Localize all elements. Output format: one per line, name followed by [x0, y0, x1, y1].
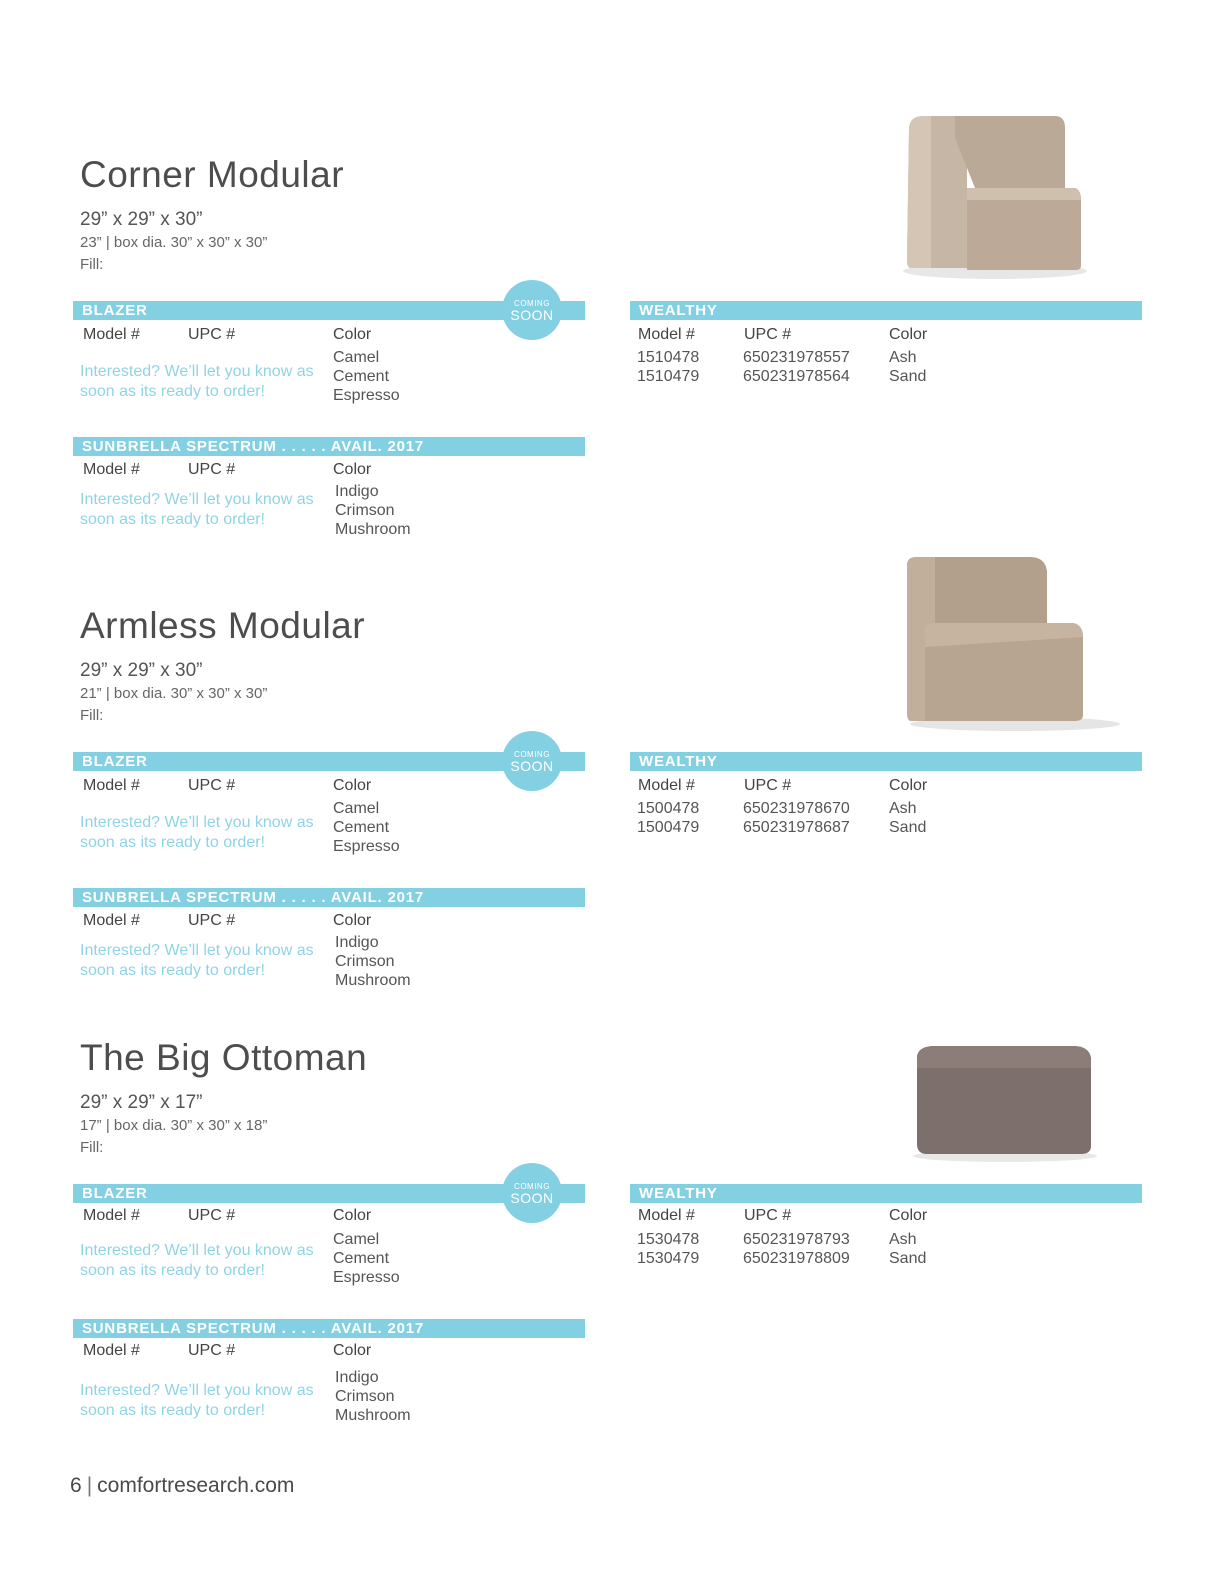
color-value: Crimson: [335, 1388, 395, 1405]
model-number: 1510479: [637, 368, 700, 385]
color-value: Ash: [889, 800, 917, 817]
armless-chair-image: [895, 551, 1125, 736]
color-value: Espresso: [333, 1269, 400, 1286]
product-fill: Fill:: [80, 256, 104, 273]
color-value: Crimson: [335, 502, 395, 519]
model-number: 1500479: [637, 819, 700, 836]
product-box-dimensions: 21” | box dia. 30” x 30” x 30”: [80, 685, 268, 702]
col-color-header: Color: [333, 1342, 372, 1359]
col-upc-header: UPC #: [188, 912, 236, 929]
product-title: The Big Ottoman: [80, 1037, 368, 1078]
page-number: 6: [70, 1474, 82, 1497]
color-value: Mushroom: [335, 1407, 411, 1424]
product-title: Corner Modular: [80, 154, 345, 195]
upc-number: 650231978809: [743, 1250, 850, 1267]
color-value: Sand: [889, 819, 927, 836]
badge-top-text: COMING: [514, 750, 550, 759]
model-number: 1530478: [637, 1231, 700, 1248]
blazer-header: BLAZER: [73, 1184, 585, 1203]
sunbrella-spectrum-header: SUNBRELLA SPECTRUM . . . . . AVAIL. 2017: [73, 888, 585, 907]
product-box-dimensions: 23” | box dia. 30” x 30” x 30”: [80, 234, 268, 251]
color-value: Mushroom: [335, 972, 411, 989]
col-model-header: Model #: [638, 1207, 695, 1224]
product-fill: Fill:: [80, 1139, 104, 1156]
interest-message: Interested? We’ll let you know as soon as its ready to order!: [80, 1242, 314, 1279]
corner-chair-image: [895, 108, 1095, 283]
upc-number: 650231978793: [743, 1231, 850, 1248]
col-color-header: Color: [889, 326, 928, 343]
interest-message: Interested? We’ll let you know as soon as its ready to order!: [80, 814, 314, 851]
col-upc-header: UPC #: [744, 777, 792, 794]
col-color-header: Color: [333, 461, 372, 478]
color-value: Indigo: [335, 934, 379, 951]
sunbrella-spectrum-header: SUNBRELLA SPECTRUM . . . . . AVAIL. 2017: [73, 437, 585, 456]
col-color-header: Color: [333, 326, 372, 343]
col-color-header: Color: [333, 777, 372, 794]
col-upc-header: UPC #: [188, 777, 236, 794]
col-model-header: Model #: [638, 326, 695, 343]
coming-soon-badge: [502, 280, 562, 340]
col-model-header: Model #: [83, 1342, 140, 1359]
color-value: Mushroom: [335, 521, 411, 538]
col-upc-header: UPC #: [744, 326, 792, 343]
product-fill: Fill:: [80, 707, 104, 724]
badge-bottom-text: SOON: [510, 758, 554, 774]
col-model-header: Model #: [83, 1207, 140, 1224]
col-upc-header: UPC #: [188, 1207, 236, 1224]
color-value: Ash: [889, 349, 917, 366]
col-upc-header: UPC #: [744, 1207, 792, 1224]
col-model-header: Model #: [83, 326, 140, 343]
blazer-header: BLAZER: [73, 301, 585, 320]
wealthy-header: WEALTHY: [630, 1184, 1142, 1203]
page-footer: [70, 1474, 294, 1498]
product-dimensions: 29” x 29” x 30”: [80, 660, 203, 681]
interest-message: Interested? We’ll let you know as soon as its ready to order!: [80, 942, 314, 979]
upc-number: 650231978670: [743, 800, 850, 817]
color-value: Indigo: [335, 483, 379, 500]
col-color-header: Color: [889, 777, 928, 794]
color-value: Espresso: [333, 387, 400, 404]
col-model-header: Model #: [83, 777, 140, 794]
wealthy-header: WEALTHY: [630, 752, 1142, 771]
col-color-header: Color: [889, 1207, 928, 1224]
product-title: Armless Modular: [80, 605, 366, 646]
wealthy-header: WEALTHY: [630, 301, 1142, 320]
model-number: 1500478: [637, 800, 700, 817]
interest-message: Interested? We’ll let you know as soon as its ready to order!: [80, 363, 314, 400]
model-number: 1510478: [637, 349, 700, 366]
color-value: Camel: [333, 800, 380, 817]
color-value: Cement: [333, 368, 390, 385]
col-color-header: Color: [333, 1207, 372, 1224]
col-upc-header: UPC #: [188, 326, 236, 343]
sunbrella-spectrum-header: SUNBRELLA SPECTRUM . . . . . AVAIL. 2017: [73, 1319, 585, 1338]
color-value: Indigo: [335, 1369, 379, 1386]
color-value: Ash: [889, 1231, 917, 1248]
upc-number: 650231978687: [743, 819, 850, 836]
color-value: Cement: [333, 819, 390, 836]
badge-bottom-text: SOON: [510, 1190, 554, 1206]
blazer-header: BLAZER: [73, 752, 585, 771]
coming-soon-badge: [502, 731, 562, 791]
ottoman-image: [905, 1038, 1105, 1168]
badge-top-text: COMING: [514, 1182, 550, 1191]
color-value: Camel: [333, 349, 380, 366]
col-upc-header: UPC #: [188, 461, 236, 478]
footer-separator: |: [86, 1474, 93, 1497]
product-dimensions: 29” x 29” x 17”: [80, 1092, 203, 1113]
color-value: Sand: [889, 368, 927, 385]
color-value: Camel: [333, 1231, 380, 1248]
website-link[interactable]: comfortresearch.com: [97, 1474, 295, 1497]
badge-top-text: COMING: [514, 299, 550, 308]
col-model-header: Model #: [83, 912, 140, 929]
interest-message: Interested? We’ll let you know as soon as its ready to order!: [80, 491, 314, 528]
coming-soon-badge: [502, 1163, 562, 1223]
product-dimensions: 29” x 29” x 30”: [80, 209, 203, 230]
col-upc-header: UPC #: [188, 1342, 236, 1359]
color-value: Crimson: [335, 953, 395, 970]
upc-number: 650231978557: [743, 349, 850, 366]
color-value: Sand: [889, 1250, 927, 1267]
col-model-header: Model #: [638, 777, 695, 794]
color-value: Espresso: [333, 838, 400, 855]
badge-bottom-text: SOON: [510, 307, 554, 323]
color-value: Cement: [333, 1250, 390, 1267]
model-number: 1530479: [637, 1250, 700, 1267]
interest-message: Interested? We’ll let you know as soon as its ready to order!: [80, 1382, 314, 1419]
product-box-dimensions: 17” | box dia. 30” x 30” x 18”: [80, 1117, 268, 1134]
col-color-header: Color: [333, 912, 372, 929]
upc-number: 650231978564: [743, 368, 850, 385]
col-model-header: Model #: [83, 461, 140, 478]
